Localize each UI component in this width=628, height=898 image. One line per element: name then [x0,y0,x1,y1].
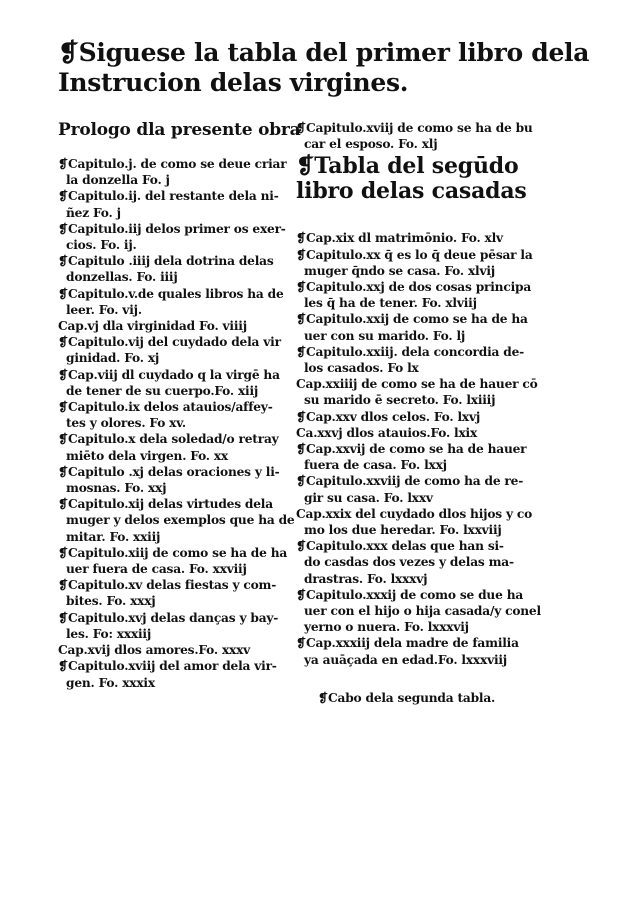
entry-line: ❡Capitulo.ix delos atauios/affey- [58,400,273,415]
entry-line: ❡Cap.xxxiij dela madre de familia [296,636,519,651]
entry-line: bites. Fo. xxxj [66,594,156,609]
toc-entry [296,376,538,408]
toc-entry [58,221,286,253]
entry-line: ❡Capitulo.xviij del amor dela vir- [58,659,277,674]
prologo-heading: Prologo dla presente obra [58,120,301,140]
entry-line: miēto dela virgen. Fo. xx [66,448,229,463]
entry-line: mo los due heredar. Fo. lxxviij [304,523,502,538]
entry-line: Ca.xxvj dlos atauios.Fo. lxix [296,425,478,440]
entry-line: ❡Capitulo.x dela soledad/o retray [58,432,279,447]
second-book-title-line-2: libro delas casadas [296,178,527,205]
entry-line: mosnas. Fo. xxj [66,481,167,496]
toc-entry [58,334,281,366]
end-of-table-note: ❡Cabo dela segunda tabla. [318,690,496,705]
entry-line: Cap.xxiiij de como se ha de hauer cō [296,377,538,392]
entry-line: de tener de su cuerpo.Fo. xiij [66,383,259,398]
entry-line: car el esposo. Fo. xlj [304,137,438,152]
entry-line: ❡Capitulo .iiij dela dotrina delas [58,254,274,269]
entry-line: uer con el hijo o hija casada/y conel [304,604,541,619]
entry-line: los casados. Fo lx [304,361,419,376]
entry-line: ❡Capitulo.xxj de dos cosas principa [296,280,532,295]
toc-entry [296,247,533,279]
toc-entry [296,635,519,667]
entry-line: donzellas. Fo. iiij [66,270,178,285]
entry-line: ❡Cap.xxv dlos celos. Fo. lxvj [296,409,481,424]
entry-line: ❡Capitulo.vij del cuydado dela vir [58,335,281,350]
toc-entry [58,610,278,642]
toc-entry [58,399,278,431]
entry-line: ❡Capitulo.xx q̄ es lo q̄ deue pēsar la [296,247,533,262]
entry-line: ñez Fo. j [66,205,121,220]
toc-entry [296,473,524,505]
left-column [58,120,301,691]
entry-line: ❡Cap.xxvij de como se ha de hauer [296,442,527,457]
toc-entry [58,496,295,545]
toc-entry [58,286,284,318]
entry-line: ❡Capitulo.xxx delas que han si- [296,539,504,554]
toc-entry [296,587,541,636]
second-book-title [296,153,527,205]
toc-entry [296,279,532,311]
entry-line: uer fuera de casa. Fo. xxviij [66,562,247,577]
toc-entry [296,506,533,538]
entry-line: su marido ē secreto. Fo. lxiiij [304,393,496,408]
right-entry-list [296,230,541,667]
entry-line: ❡Capitulo.xiij de como se ha de ha [58,545,288,560]
entry-line: ❡Capitulo.xxxij de como se due ha [296,587,524,602]
entry-line: cios. Fo. ij. [66,238,137,253]
toc-entry [296,344,524,376]
entry-line: ❡Capitulo.iij delos primer os exer- [58,221,286,236]
entry-line: leer. Fo. vij. [66,302,142,317]
toc-entry [58,367,278,399]
entry-line: ❡Capitulo.xxij de como se ha de ha [296,312,528,327]
main-title-line-1: ❡Siguese la tabla del primer libro dela [58,38,590,67]
toc-entry [58,188,278,220]
toc-entry [58,253,278,285]
toc-entry [296,425,516,441]
right-top-entry [296,120,533,152]
entry-line: uer con su marido. Fo. lj [304,328,466,343]
entry-line: ❡Capitulo.xxiij. dela concordia de- [296,344,524,359]
entry-line: ❡Capitulo.j. de como se deue criar [58,157,287,171]
toc-entry [58,318,278,334]
entry-line: fuera de casa. Fo. lxxj [304,458,447,473]
toc-entry [296,311,528,343]
entry-line: yerno o nuera. Fo. lxxxvij [304,620,469,635]
toc-entry [58,642,278,658]
toc-entry [296,441,527,473]
entry-line: ❡Capitulo.xv delas fiestas y com- [58,578,277,593]
entry-line: muger q̄ndo se casa. Fo. xlvij [304,263,495,278]
entry-line: les q̄ ha de tener. Fo. xlviij [304,296,477,311]
toc-entry [296,538,516,587]
entry-line: Cap.vj dla virginidad Fo. viiij [58,319,247,334]
main-title-line-2: Instrucion delas virgines. [58,68,409,97]
toc-entry [296,409,516,425]
entry-line: mitar. Fo. xxiij [66,529,161,544]
entry-line: ya auāçada en edad.Fo. lxxxviij [304,652,508,667]
entry-line: ❡Capitulo.xij delas virtudes dela [58,497,273,512]
entry-line: ❡Capitulo .xj delas oraciones y li- [58,464,280,479]
entry-line: ❡Capitulo.v.de quales libros ha de [58,286,284,301]
entry-line: do casdas dos vezes y delas ma- [304,555,514,570]
entry-line: ginidad. Fo. xj [66,351,160,366]
entry-line: les. Fo: xxxiij [66,626,152,641]
entry-line: ❡Cap.xix dl matrimōnio. Fo. xlv [296,231,503,246]
entry-line: muger y delos exemplos que ha de [66,513,295,528]
toc-entry [58,545,288,577]
entry-line: ❡Cap.viij dl cuydado q la virgē ha [58,367,280,382]
toc-entry [58,156,287,188]
toc-entry [58,464,278,496]
left-entry-list [58,156,295,691]
entry-line: gen. Fo. xxxix [66,675,155,690]
entry-line: drastras. Fo. lxxxvj [304,571,428,586]
entry-line: gir su casa. Fo. lxxv [304,490,433,505]
toc-entry [58,658,278,690]
entry-line: la donzella Fo. j [66,173,170,188]
right-column [296,120,541,706]
toc-entry [58,577,278,609]
toc-entry [296,230,516,246]
entry-line: ❡Capitulo.xviij de como se ha de bu [296,121,533,135]
second-book-title-line-1: ❡Tabla del segūdo [296,153,519,180]
entry-line: ❡Capitulo.ij. del restante dela ni- [58,189,279,204]
toc-entry [58,431,278,463]
entry-line: ❡Capitulo.xvj delas danças y bay- [58,610,279,625]
entry-line: Cap.xvij dlos amores.Fo. xxxv [58,643,251,658]
entry-line: Cap.xxix del cuydado dlos hijos y co [296,506,533,521]
entry-line: tes y olores. Fo xv. [66,416,186,431]
main-title [58,38,590,98]
entry-line: ❡Capitulo.xxviij de como ha de re- [296,474,524,489]
